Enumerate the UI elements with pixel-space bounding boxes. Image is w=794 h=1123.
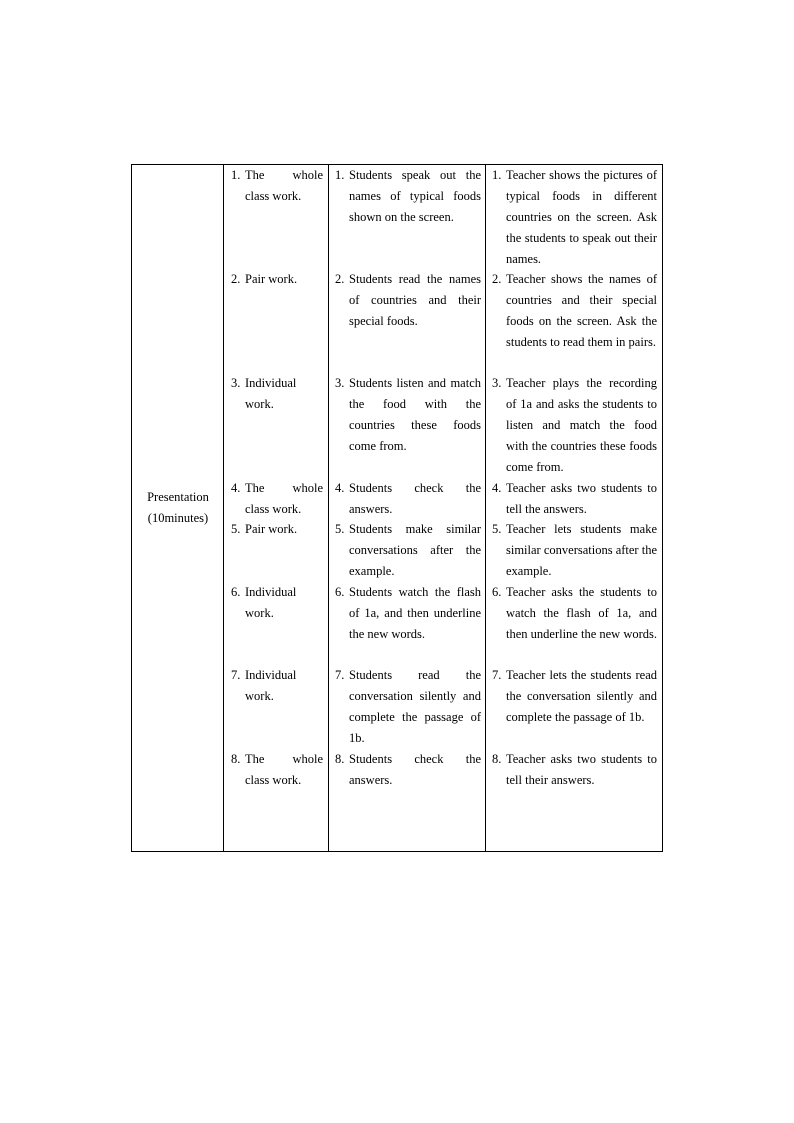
stage-time: (10minutes): [147, 511, 209, 525]
item-number: 2.: [492, 272, 502, 286]
activity-mode-text: Pair work.: [245, 522, 298, 536]
item-number: 6.: [231, 585, 241, 599]
teacher-activity-text: Teacher shows the pictures of typical foods in different countries on the screen. Ask the students to speak out their names.: [506, 168, 657, 266]
student-activity-text: Students read the conversation silently and complete the passage of 1b.: [349, 668, 481, 745]
student-activity-cell: [335, 665, 481, 749]
item-number: 3.: [492, 376, 502, 390]
item-number: 5.: [231, 522, 241, 536]
activity-mode-cell: [231, 478, 323, 520]
student-activity-cell: [335, 165, 481, 228]
activity-mode-text: Individual work.: [245, 585, 297, 620]
activity-mode-cell: [231, 269, 323, 290]
item-number: 4.: [335, 481, 345, 495]
teacher-activity-text: Teacher asks two students to tell their answers.: [506, 752, 657, 787]
item-number: 1.: [492, 168, 502, 182]
item-number: 6.: [335, 585, 345, 599]
item-number: 5.: [492, 522, 502, 536]
item-number: 2.: [335, 272, 345, 286]
item-number: 3.: [335, 376, 345, 390]
teacher-activity-text: Teacher lets the students read the conversation silently and complete the passage of 1b.: [506, 668, 657, 724]
item-number: 2.: [231, 272, 241, 286]
teacher-activity-cell: [492, 749, 657, 791]
item-number: 7.: [335, 668, 345, 682]
item-number: 8.: [492, 752, 502, 766]
student-activity-text: Students check the answers.: [349, 752, 481, 787]
student-activity-cell: [335, 582, 481, 645]
column-divider: [328, 165, 329, 851]
stage-name: Presentation: [147, 490, 209, 504]
item-number: 3.: [231, 376, 241, 390]
activity-mode-text: Pair work.: [245, 272, 298, 286]
teacher-activity-text: Teacher lets students make similar conversations after the example.: [506, 522, 657, 578]
student-activity-text: Students watch the flash of 1a, and then underline the new words.: [349, 585, 481, 641]
stage-cell: [132, 165, 224, 851]
item-number: 1.: [335, 168, 345, 182]
activity-mode-cell: [231, 519, 323, 540]
item-number: 7.: [492, 668, 502, 682]
item-number: 4.: [492, 481, 502, 495]
student-activity-text: Students listen and match the food with the countries these foods come from.: [349, 376, 481, 453]
item-number: 8.: [231, 752, 241, 766]
activity-mode-text: The whole class work.: [245, 481, 323, 516]
item-number: 4.: [231, 481, 241, 495]
teacher-activity-cell: [492, 519, 657, 582]
student-activity-cell: [335, 373, 481, 457]
teacher-activity-cell: [492, 478, 657, 520]
item-number: 1.: [231, 168, 241, 182]
activity-mode-cell: [231, 373, 323, 415]
item-number: 6.: [492, 585, 502, 599]
item-number: 8.: [335, 752, 345, 766]
lesson-plan-table: [131, 164, 663, 852]
teacher-activity-cell: [492, 165, 657, 270]
column-divider: [485, 165, 486, 851]
teacher-activity-text: Teacher shows the names of countries and their special foods on the screen. Ask the students to read them in pairs.: [506, 272, 657, 349]
teacher-activity-cell: [492, 269, 657, 353]
student-activity-cell: [335, 478, 481, 520]
teacher-activity-text: Teacher asks two students to tell the answers.: [506, 481, 657, 516]
activity-mode-text: Individual work.: [245, 376, 297, 411]
student-activity-text: Students read the names of countries and their special foods.: [349, 272, 481, 328]
teacher-activity-text: Teacher plays the recording of 1a and asks the students to listen and match the food with the countries these foods come from.: [506, 376, 657, 474]
teacher-activity-text: Teacher asks the students to watch the flash of 1a, and then underline the new words.: [506, 585, 658, 641]
activity-mode-cell: [231, 665, 323, 707]
student-activity-cell: [335, 269, 481, 332]
teacher-activity-cell: [492, 582, 657, 645]
activity-mode-cell: [231, 165, 323, 207]
teacher-activity-cell: [492, 373, 657, 478]
activity-mode-cell: [231, 749, 323, 791]
activity-mode-text: The whole class work.: [245, 168, 323, 203]
item-number: 7.: [231, 668, 241, 682]
student-activity-text: Students speak out the names of typical foods shown on the screen.: [349, 168, 481, 224]
student-activity-text: Students make similar conversations after the example.: [349, 522, 481, 578]
student-activity-cell: [335, 749, 481, 791]
student-activity-cell: [335, 519, 481, 582]
activity-mode-text: The whole class work.: [245, 752, 323, 787]
item-number: 5.: [335, 522, 345, 536]
teacher-activity-cell: [492, 665, 657, 728]
student-activity-text: Students check the answers.: [349, 481, 481, 516]
activity-mode-cell: [231, 582, 323, 624]
activity-mode-text: Individual work.: [245, 668, 297, 703]
